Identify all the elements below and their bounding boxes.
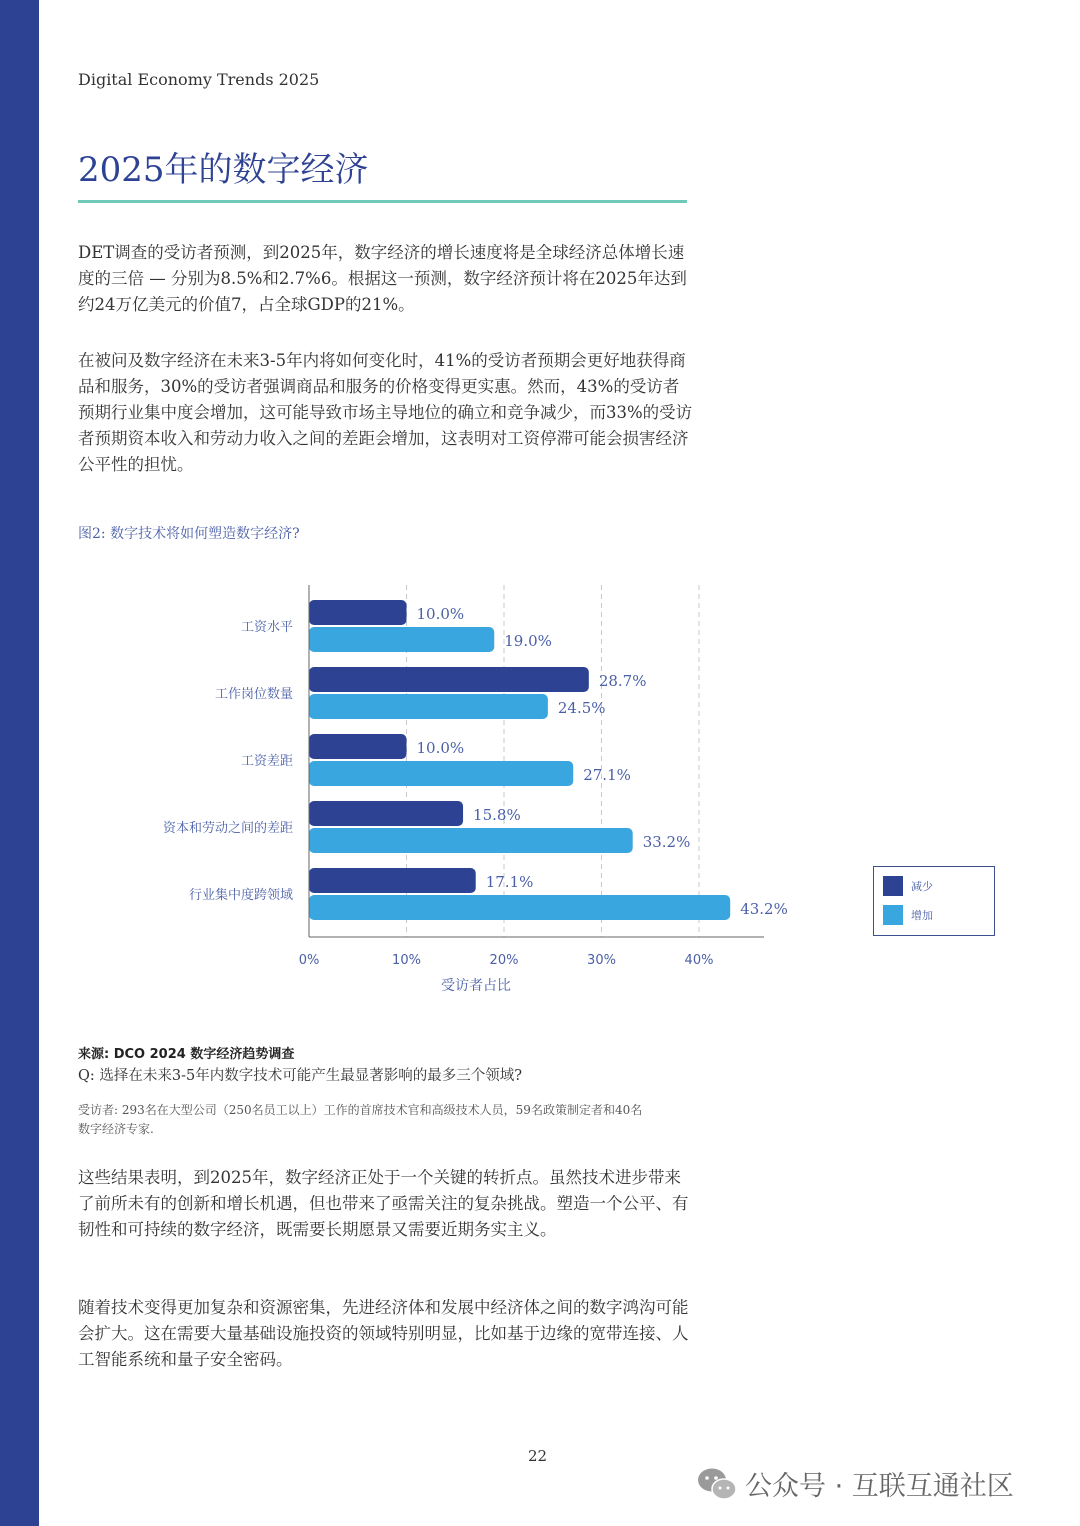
category-label-0: 工资水平: [240, 620, 293, 635]
bar-4-0: [309, 868, 476, 893]
value-label-2-0: 10.0%: [416, 739, 465, 757]
bar-4-1: [309, 895, 730, 920]
watermark-text: 公众号 · 互联互通社区: [745, 1471, 1014, 1502]
x-tick-label-2: 20%: [489, 953, 519, 968]
paragraph-1: DET调查的受访者预测，到2025年，数字经济的增长速度将是全球经济总体增长速度的三倍 — 分别为8.5%和2.7%6。根据这一预测，数字经济预计将在2025年达到约24万亿美元的价值7，占全球GDP的21%。: [78, 243, 687, 314]
watermark: [697, 1464, 1014, 1503]
bar-2-0: [309, 734, 407, 759]
legend-swatch-increase: [883, 905, 903, 925]
value-label-2-1: 27.1%: [583, 766, 631, 784]
legend-item-decrease: [883, 876, 933, 896]
category-label-4: 行业集中度跨领域: [188, 888, 293, 903]
value-label-4-0: 17.1%: [485, 873, 534, 891]
category-label-2: 工资差距: [240, 754, 293, 769]
legend-swatch-decrease: [883, 876, 903, 896]
bar-3-1: [309, 828, 633, 853]
chart-legend: [873, 866, 995, 936]
category-label-1: 工作岗位数量: [214, 687, 293, 702]
bar-2-1: [309, 761, 573, 786]
source-title: 来源: DCO 2024 数字经济趋势调查: [78, 1047, 295, 1062]
figure-caption: 图2: 数字技术将如何塑造数字经济?: [78, 526, 300, 542]
paragraph-4: 随着技术变得更加复杂和资源密集，先进经济体和发展中经济体之间的数字鸿沟可能会扩大。这在需要大量基础设施投资的领域特别明显，比如基于边缘的宽带连接、人工智能系统和量子安全密码。: [78, 1298, 689, 1369]
x-tick-label-3: 30%: [587, 953, 616, 968]
wechat-icon: [697, 1466, 737, 1502]
title-divider: [78, 200, 687, 203]
category-label-3: 资本和劳动之间的差距: [162, 821, 293, 836]
paragraph-3: 这些结果表明，到2025年，数字经济正处于一个关键的转折点。虽然技术进步带来了前所未有的创新和增长机遇，但也带来了亟需关注的复杂挑战。塑造一个公平、有韧性和可持续的数字经济，既需要长期愿景又需要近期务实主义。: [78, 1168, 689, 1239]
bar-chart: [0, 570, 820, 1010]
bar-0-1: [309, 627, 494, 652]
value-label-0-1: 19.0%: [504, 632, 552, 650]
document-header: Digital Economy Trends 2025: [78, 70, 320, 89]
value-label-1-1: 24.5%: [557, 699, 606, 717]
value-label-4-1: 43.2%: [740, 900, 788, 918]
bar-0-0: [309, 600, 407, 625]
bar-3-0: [309, 801, 463, 826]
x-axis-title: 受访者占比: [441, 978, 511, 994]
paragraph-2: 在被问及数字经济在未来3-5年内将如何变化时，41%的受访者预期会更好地获得商品和服务，30%的受访者强调商品和服务的价格变得更实惠。然而，43%的受访者预期行业集中度会增加，这可能导致市场主导地位的确立和竞争减少，而33%的受访者预期资本收入和劳动力收入之间的差距会增加，这表明对工资停滞可能会损害经济公平性的担忧。: [78, 351, 693, 474]
x-tick-label-1: 10%: [392, 953, 421, 968]
source-question: Q: 选择在未来3-5年内数字技术可能产生最显著影响的最多三个领域?: [78, 1068, 523, 1084]
value-label-1-0: 28.7%: [598, 672, 647, 690]
legend-label-increase: 增加: [911, 909, 933, 922]
source-respondents: 受访者: 293名在大型公司（250名员工以上）工作的首席技术官和高级技术人员，59名政策制定者和40名数字经济专家.: [78, 1103, 643, 1136]
bar-1-0: [309, 667, 589, 692]
x-tick-label-4: 40%: [684, 953, 714, 968]
x-tick-label-0: 0%: [298, 953, 320, 968]
value-label-3-1: 33.2%: [642, 833, 691, 851]
page-number: 22: [528, 1447, 548, 1465]
bar-1-1: [309, 694, 548, 719]
legend-item-increase: [883, 905, 933, 925]
value-label-3-0: 15.8%: [473, 806, 521, 824]
value-label-0-0: 10.0%: [416, 605, 465, 623]
legend-label-decrease: 减少: [911, 880, 933, 893]
page-title: 2025年的数字经济: [78, 150, 369, 190]
